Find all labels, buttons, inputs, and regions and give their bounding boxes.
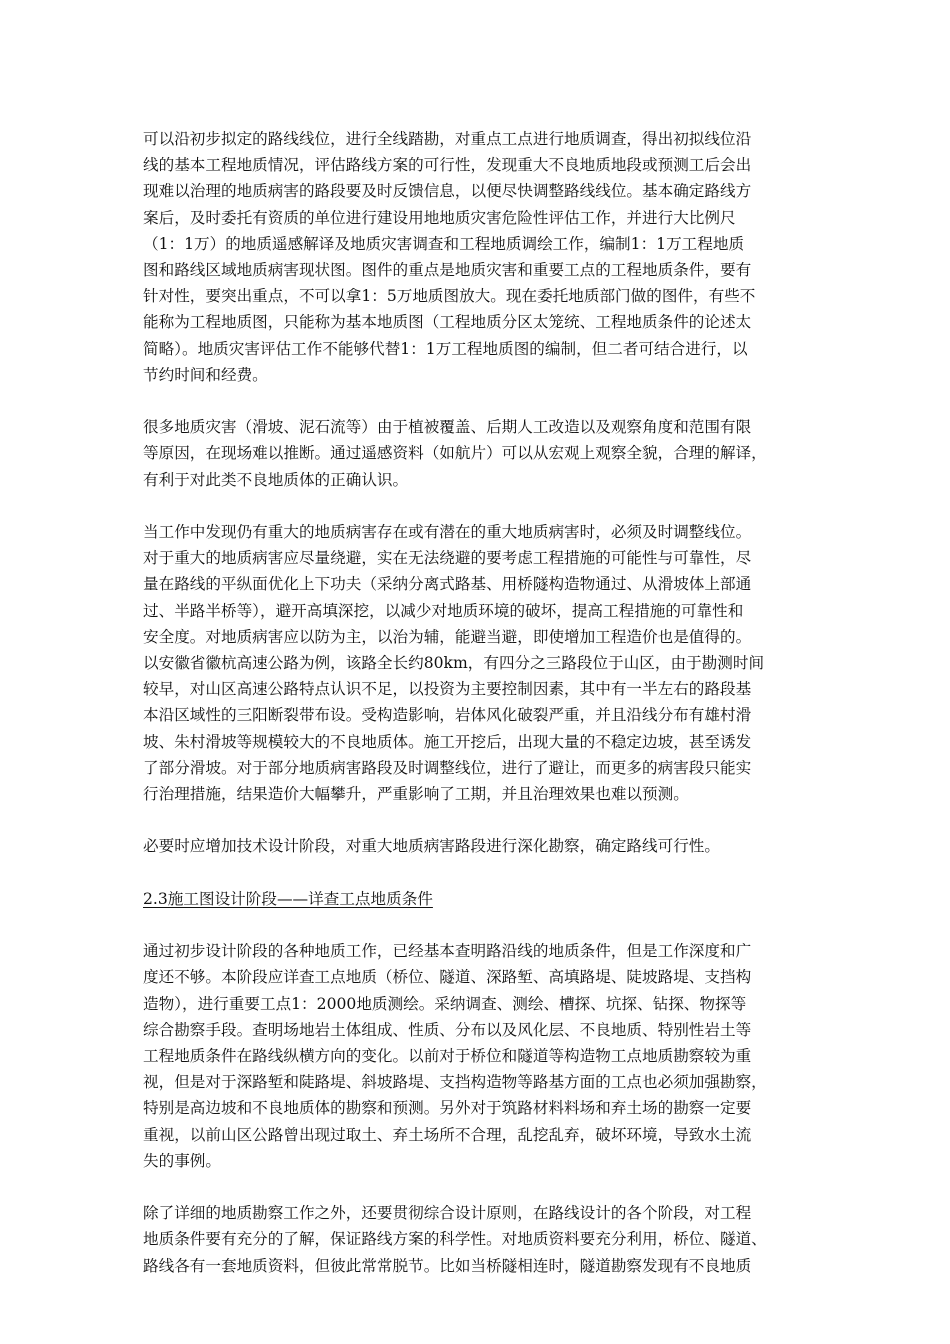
text-line: 等原因，在现场难以推断。通过遥感资料（如航片）可以从宏观上观察全貌，合理的解译，	[143, 444, 767, 463]
text-line: 必要时应增加技术设计阶段，对重大地质病害路段进行深化勘察，确定路线可行性。	[143, 837, 720, 856]
text-line: 案后，及时委托有资质的单位进行建设用地地质灾害危险性评估工作，并进行大比例尺	[143, 208, 736, 227]
text-line: 通过初步设计阶段的各种地质工作，已经基本查明路沿线的地质条件，但是工作深度和广	[143, 942, 752, 961]
paragraph	[143, 126, 815, 388]
text-line: 简略）。地质灾害评估工作不能够代替1：1万工程地质图的编制，但二者可结合进行，以	[143, 339, 748, 358]
text-line: 本沿区域性的三阳断裂带布设。受构造影响，岩体风化破裂严重，并且沿线分布有雄村滑	[143, 706, 752, 725]
text-line: 路线各有一套地质资料，但彼此常常脱节。比如当桥隧相连时，隧道勘察发现有不良地质	[143, 1256, 752, 1275]
text-line: 除了详细的地质勘察工作之外，还要贯彻综合设计原则，在路线设计的各个阶段，对工程	[143, 1204, 752, 1223]
body-text-after-heading	[143, 938, 815, 1279]
section-heading	[143, 886, 815, 912]
text-line: 视，但是对于深路堑和陡路堤、斜坡路堤、支挡构造物等路基方面的工点也必须加强勘察，	[143, 1073, 767, 1092]
text-line: 重视，以前山区公路曾出现过取土、弃土场所不合理，乱挖乱弃，破坏环境，导致水土流	[143, 1125, 752, 1144]
text-line: 行治理措施，结果造价大幅攀升，严重影响了工期，并且治理效果也难以预测。	[143, 785, 689, 804]
paragraph	[143, 1200, 815, 1279]
text-line: 可以沿初步拟定的路线线位，进行全线踏勘，对重点工点进行地质调查，得出初拟线位沿	[143, 130, 752, 148]
text-line: 量在路线的平纵面优化上下功夫（采纳分离式路基、用桥隧构造物通过、从滑坡体上部通	[143, 575, 752, 594]
text-line: 现难以治理的地质病害的路段要及时反馈信息，以便尽快调整路线线位。基本确定路线方	[143, 182, 752, 201]
text-line: 有利于对此类不良地质体的正确认识。	[143, 470, 409, 489]
text-line: 当工作中发现仍有重大的地质病害存在或有潜在的重大地质病害时，必须及时调整线位。	[143, 523, 752, 542]
paragraph	[143, 938, 815, 1174]
paragraph	[143, 519, 815, 807]
text-line: 坡、朱村滑坡等规模较大的不良地质体。施工开挖后，出现大量的不稳定边坡，甚至诱发	[143, 732, 752, 751]
text-line: 以安徽省徽杭高速公路为例，该路全长约80km，有四分之三路段位于山区，由于勘测时间	[143, 654, 765, 673]
section-heading-text: 2.3施工图设计阶段——详查工点地质条件	[143, 889, 433, 908]
text-line: 针对性，要突出重点，不可以拿1：5万地质图放大。现在委托地质部门做的图件，有些不	[143, 287, 756, 306]
text-line: 很多地质灾害（滑坡、泥石流等）由于植被覆盖、后期人工改造以及观察角度和范围有限	[143, 418, 752, 437]
text-line: 图和路线区域地质病害现状图。图件的重点是地质灾害和重要工点的工程地质条件，要有	[143, 261, 752, 280]
text-line: 对于重大的地质病害应尽量绕避，实在无法绕避的要考虑工程措施的可能性与可靠性，尽	[143, 549, 752, 568]
text-line: 较早，对山区高速公路特点认识不足，以投资为主要控制因素，其中有一半左右的路段基	[143, 680, 752, 699]
text-line: 线的基本工程地质情况，评估路线方案的可行性，发现重大不良地质地段或预测工后会出	[143, 156, 752, 175]
paragraph	[143, 414, 815, 493]
paragraph	[143, 833, 815, 859]
text-line: 工程地质条件在路线纵横方向的变化。以前对于桥位和隧道等构造物工点地质勘察较为重	[143, 1047, 752, 1066]
text-line: 过、半路半桥等），避开高填深挖，以减少对地质环境的破坏，提高工程措施的可靠性和	[143, 601, 744, 620]
text-line: （1：1万）的地质遥感解译及地质灾害调查和工程地质调绘工作，编制1：1万工程地质	[143, 234, 745, 253]
text-line: 了部分滑坡。对于部分地质病害路段及时调整线位，进行了避让，而更多的病害段只能实	[143, 758, 752, 777]
text-line: 特别是高边坡和不良地质体的勘察和预测。另外对于筑路材料料场和弃土场的勘察一定要	[143, 1099, 752, 1118]
text-line: 造物），进行重要工点1：2000地质测绘。采纳调查、测绘、槽探、坑探、钻探、物探等	[143, 994, 747, 1013]
text-line: 度还不够。本阶段应详查工点地质（桥位、隧道、深路堑、高填路堤、陡坡路堤、支挡构	[143, 968, 752, 987]
text-line: 安全度。对地质病害应以防为主，以治为辅，能避当避，即使增加工程造价也是值得的。	[143, 627, 752, 646]
text-line: 失的事例。	[143, 1151, 221, 1170]
document-page	[143, 126, 815, 1305]
text-line: 能称为工程地质图，只能称为基本地质图（工程地质分区太笼统、工程地质条件的论述太	[143, 313, 752, 332]
body-text-before-heading	[143, 126, 815, 860]
text-line: 地质条件要有充分的了解，保证路线方案的科学性。对地质资料要充分利用，桥位、隧道、	[143, 1230, 767, 1249]
text-line: 节约时间和经费。	[143, 365, 268, 384]
text-line: 综合勘察手段。查明场地岩土体组成、性质、分布以及风化层、不良地质、特别性岩土等	[143, 1020, 752, 1039]
